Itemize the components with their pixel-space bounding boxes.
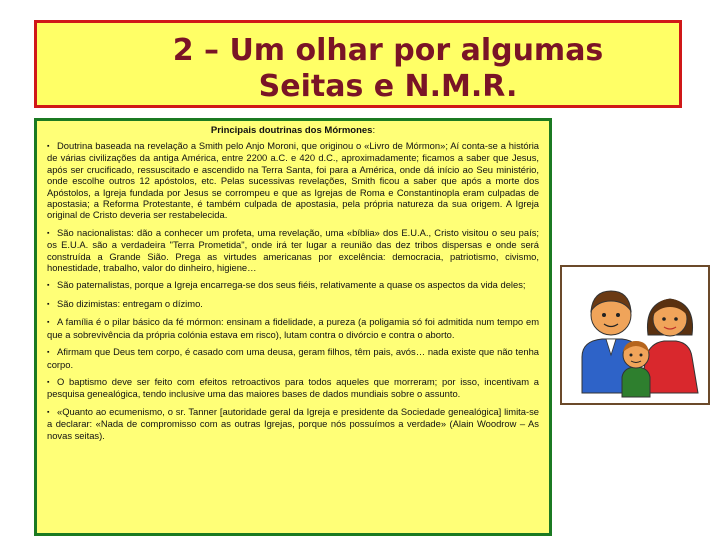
bullet-icon: ▪: [47, 143, 50, 150]
bullet-icon: ▪: [47, 282, 50, 290]
doctrine-paragraph: [47, 140, 539, 221]
family-illustration: [560, 265, 710, 405]
doctrine-paragraph: [47, 316, 539, 340]
paragraph-list: [47, 140, 539, 441]
bullet-icon: ▪: [47, 408, 50, 416]
bullet-icon: ▪: [47, 378, 50, 386]
doctrine-paragraph-text: «Quanto ao ecumenismo, o sr. Tanner [autoridade geral da Igreja e presidente da Sociedade genealógica] limita-se a declarar: «Nada de compromisso com as outras Igrejas, porque nós possuímos a verdade» (Alain Woodrow – As novas seitas).: [47, 405, 539, 441]
doctrine-paragraph-text: Doutrina baseada na revelação a Smith pelo Anjo Moroni, que originou o «Livro de Mórmon»; Aí conta-se a história de várias civilizações da antiga América, entre 2200 a.C. e 420 d.C., aproximadamente; ficamos a saber que Jesus, após ser crucificado, ressuscitado e ascendido na Terra Santa, foi para a América, onde dá início ao Seu ministério, onde escolhe outros 12 apóstolos, etc. Pelas sucessivas revelações, Smith ficou a saber que após a morte dos Apóstolos, a Igreja fundada por Jesus se corrompeu e que as Igrejas de Roma e Constantinopla eram culpadas de apostasia; a Reforma Protestante, é também culpada de apostasia, pela própria natureza da sua origem. A Igreja original de Cristo deveria ser restabelecida.: [47, 140, 539, 221]
doctrine-paragraph-text: A família é o pilar básico da fé mórmon: ensinam a fidelidade, a pureza (a poligamia só foi admitida num tempo em que a sobrevivência da própria colónia estava em risco), lutam contra o divórcio e contra o aborto.: [47, 316, 539, 340]
doctrine-paragraph-text: O baptismo deve ser feito com efeitos retroactivos para todos aqueles que morreram; por isso, incentivam a pesquisa genealógica, tendo inclusive uma das maiores bases de dados mundiais sobre o assunto.: [47, 375, 539, 400]
bullet-icon: ▪: [47, 349, 50, 357]
content-heading-text: Principais doutrinas dos Mórmones: [210, 125, 373, 136]
doctrine-paragraph: [47, 298, 539, 310]
doctrine-paragraph: [47, 279, 539, 291]
slide-title-line-1: 2 – Um olhar por algumas: [172, 33, 604, 68]
doctrine-paragraph-text: São paternalistas, porque a Igreja encarrega-se dos seus fiéis, relativamente a quase os aspectos da vida deles;: [57, 279, 526, 291]
doctrine-paragraph-text: São dizimistas: entregam o dízimo.: [57, 297, 203, 309]
family-icon: [561, 266, 709, 404]
doctrine-paragraph: [47, 346, 539, 370]
doctrine-paragraph-text: Afirmam que Deus tem corpo, é casado com uma deusa, geram filhos, têm pais, avós… nada existe que não tenha corpo.: [47, 346, 539, 370]
title-box: [34, 20, 682, 108]
bullet-icon: ▪: [47, 300, 50, 308]
slide-title: [37, 23, 679, 105]
doctrine-paragraph: [47, 376, 539, 400]
bullet-icon: ▪: [47, 319, 50, 327]
doctrine-paragraph: [47, 227, 539, 274]
bullet-icon: ▪: [47, 229, 50, 237]
doctrine-paragraph: [47, 406, 539, 441]
content-heading: [47, 125, 539, 137]
slide-title-line-2: Seitas e N.M.R.: [258, 69, 518, 104]
content-heading-colon: :: [372, 125, 376, 136]
content-box: [34, 118, 552, 536]
doctrine-paragraph-text: São nacionalistas: dão a conhecer um profeta, uma revelação, uma «bíblia» dos E.U.A., Cristo visitou o seu país; os E.U.A. são a verdadeira "Terra Prometida", onde irá ter lugar a reunião das dez tribos dispersas e onde será construída a Grande Sião. Prega as virtudes americanas por excelência: democracia, patriotismo, civismo, honestidade, trabalho, valor do dinheiro, higiene…: [47, 226, 539, 274]
